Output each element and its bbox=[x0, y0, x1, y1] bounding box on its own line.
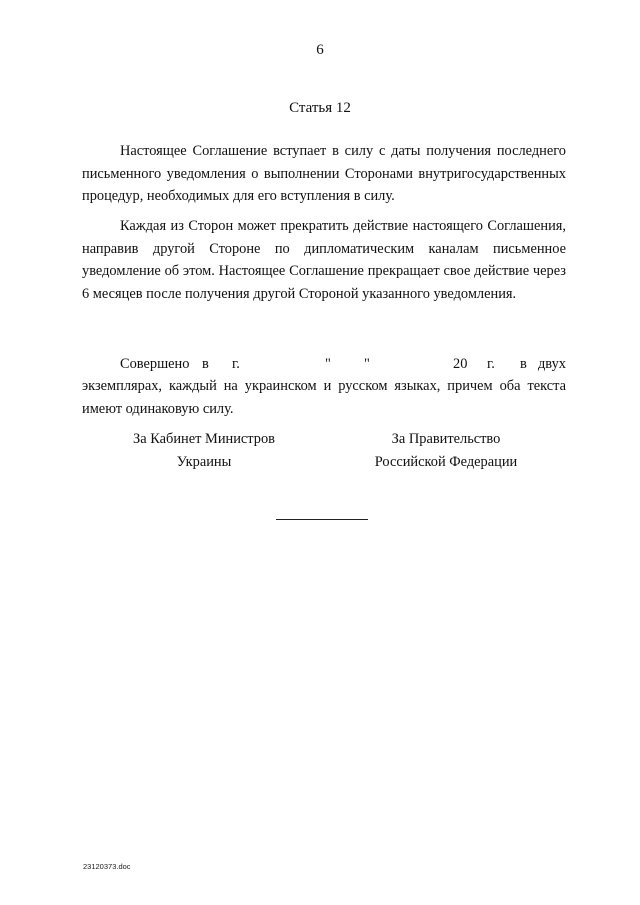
done-city-abbrev: г. bbox=[232, 356, 240, 372]
signature-left-line1: За Кабинет Министров bbox=[133, 431, 275, 447]
signature-right-line1: За Правительство bbox=[391, 431, 501, 447]
paragraph-entry-into-force bbox=[82, 140, 566, 208]
done-word: Совершено bbox=[120, 356, 190, 372]
paragraph-termination bbox=[82, 215, 566, 305]
page-number: 6 bbox=[316, 42, 324, 58]
paragraph-text: Каждая из Сторон может прекратить действие настоящего Соглашения, направив другой Стороне по дипломатическим каналам письменное уведомление об этом. Настоящее Соглашение прекращает свое действие через 6 месяцев после получения другой Стороной указанного уведомления. bbox=[82, 218, 566, 302]
done-year: 20 bbox=[453, 356, 468, 372]
done-two: двух bbox=[537, 356, 566, 372]
signature-block-russia bbox=[336, 428, 556, 473]
footer-filename: 23120373.doc bbox=[83, 862, 131, 871]
done-clause-line2: экземплярах, каждый на украинском и русском языках, причем оба текста bbox=[82, 378, 566, 394]
done-quote-close: " bbox=[364, 356, 370, 372]
article-title: Статья 12 bbox=[289, 100, 351, 116]
done-preposition: в bbox=[202, 356, 209, 372]
done-in: в bbox=[520, 356, 527, 372]
done-quote-open: " bbox=[325, 356, 331, 372]
done-clause-line bbox=[82, 353, 566, 375]
signature-left-line2: Украины bbox=[176, 453, 232, 470]
done-clause-continuation bbox=[82, 375, 566, 420]
done-clause-line3: имеют одинаковую силу. bbox=[82, 400, 234, 417]
signature-block-ukraine bbox=[94, 428, 314, 473]
paragraph-text: Настоящее Соглашение вступает в силу с даты получения последнего письменного уведомления о выполнении Сторонами внутригосударственных процедур, необходимых для его вступления в силу. bbox=[82, 143, 566, 204]
signature-right-line2: Российской Федерации bbox=[374, 453, 518, 470]
done-year-abbrev: г. bbox=[487, 356, 495, 372]
separator-line bbox=[276, 519, 368, 520]
